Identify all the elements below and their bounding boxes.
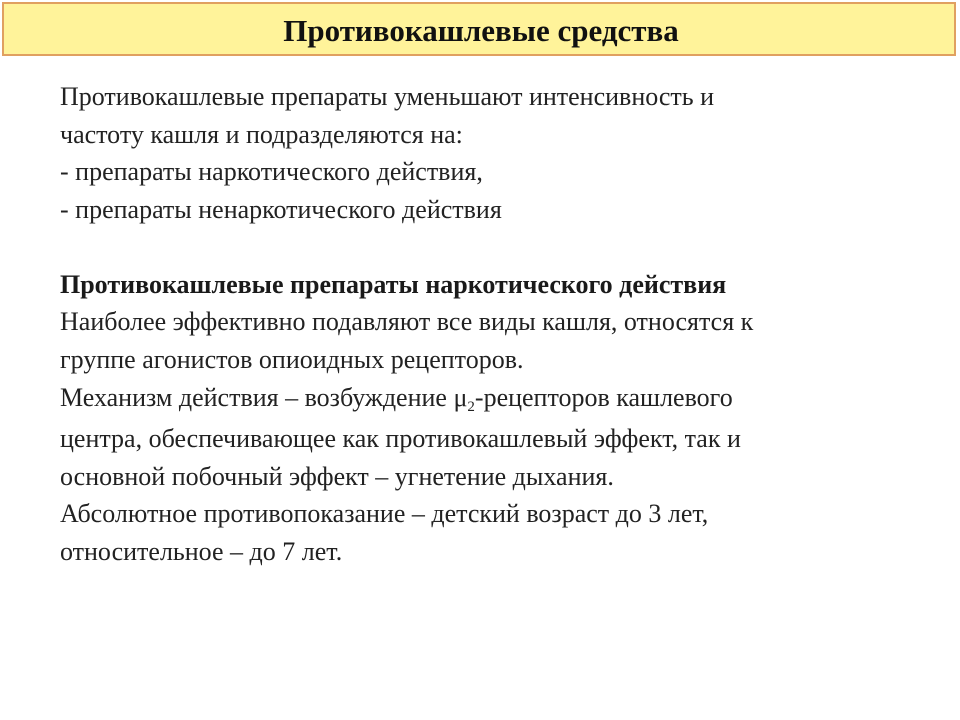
intro-line: частоту кашля и подразделяются на:: [60, 119, 463, 149]
mechanism-line: [60, 376, 940, 420]
mechanism-prefix: Механизм действия – возбуждение μ: [60, 383, 468, 412]
body-line: Наиболее эффективно подавляют все виды кашля, относятся к: [60, 307, 754, 336]
intro-line: Противокашлевые препараты уменьшают интенсивность и: [60, 82, 715, 111]
mechanism-suffix: -рецепторов кашлевого: [474, 383, 733, 412]
body-line: основной побочный эффект – угнетение дыхания.: [60, 461, 614, 491]
intro-list-item: - препараты наркотического действия,: [60, 157, 483, 186]
title-bar: [2, 2, 956, 56]
slide-content: [60, 78, 940, 570]
intro-list-item: - препараты ненаркотического действия: [60, 194, 502, 224]
body-line: относительное – до 7 лет.: [60, 536, 343, 566]
slide-title: Противокашлевые средства: [283, 13, 679, 48]
body-line: Абсолютное противопоказание – детский возраст до 3 лет,: [60, 499, 709, 528]
body-line: центра, обеспечивающее как противокашлевый эффект, так и: [60, 424, 741, 453]
section-heading: Противокашлевые препараты наркотического действия: [60, 269, 727, 299]
mechanism-subscript: 2: [467, 399, 475, 415]
paragraph-gap: [60, 228, 940, 266]
body-line: группе агонистов опиоидных рецепторов.: [60, 344, 524, 374]
